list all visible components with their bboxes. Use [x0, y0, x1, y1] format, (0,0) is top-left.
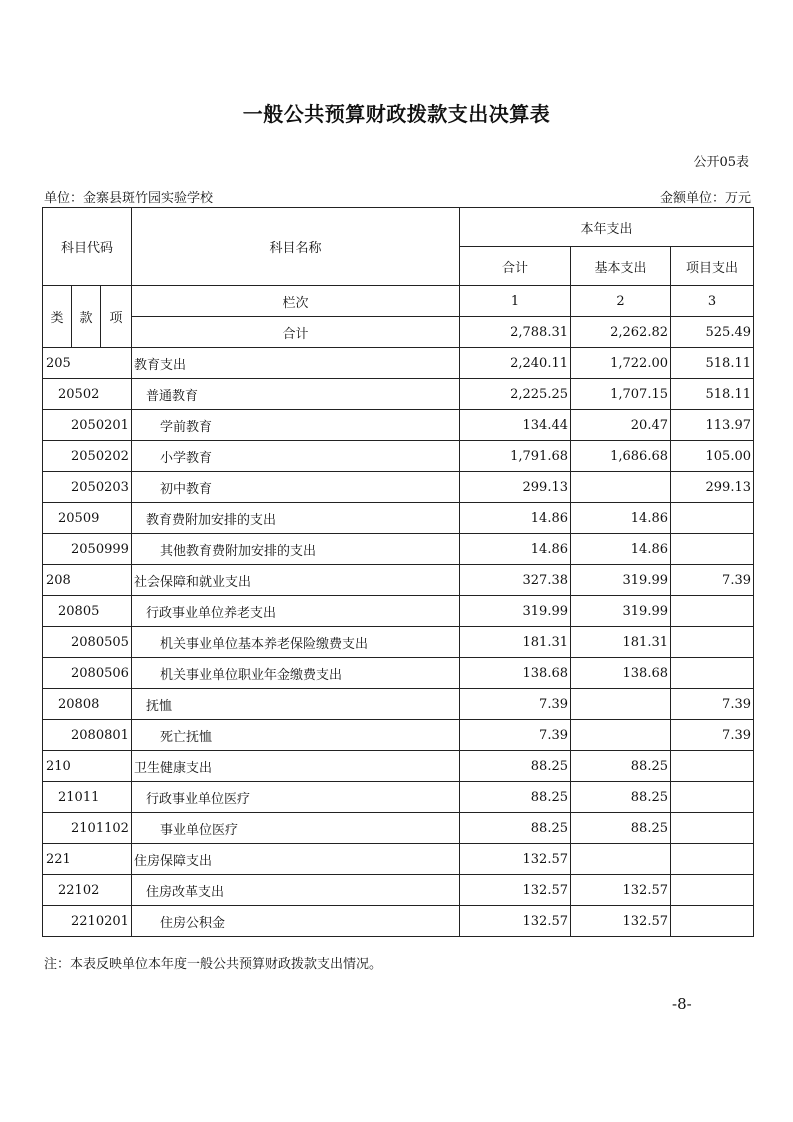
table-row — [43, 844, 754, 875]
row-basic — [571, 720, 671, 751]
table-row — [43, 348, 754, 379]
unit-name: 单位：金寨县斑竹园实验学校 — [44, 191, 214, 206]
row-basic: 1,686.68 — [571, 441, 671, 472]
row-project — [671, 627, 754, 658]
sum-project: 525.49 — [671, 317, 754, 348]
row-basic: 319.99 — [571, 565, 671, 596]
row-project — [671, 813, 754, 844]
row-project — [671, 844, 754, 875]
row-name: 社会保障和就业支出 — [132, 565, 460, 596]
row-basic — [571, 472, 671, 503]
table-row — [43, 410, 754, 441]
row-total: 319.99 — [460, 596, 571, 627]
row-name: 其他教育费附加安排的支出 — [132, 534, 460, 565]
row-project: 7.39 — [671, 689, 754, 720]
row-basic: 14.86 — [571, 534, 671, 565]
row-code: 2080801 — [43, 720, 132, 751]
row-basic: 88.25 — [571, 782, 671, 813]
row-basic: 88.25 — [571, 813, 671, 844]
header-name: 科目名称 — [132, 208, 460, 286]
row-code: 2050201 — [43, 410, 132, 441]
sum-label: 合计 — [132, 317, 460, 348]
row-basic: 1,722.00 — [571, 348, 671, 379]
header-basic: 基本支出 — [571, 247, 671, 286]
row-code: 2080506 — [43, 658, 132, 689]
row-project: 299.13 — [671, 472, 754, 503]
table-note: 注：本表反映单位本年度一般公共预算财政拨款支出情况。 — [44, 957, 383, 972]
row-name: 初中教育 — [132, 472, 460, 503]
row-project — [671, 596, 754, 627]
row-project — [671, 658, 754, 689]
table-row — [43, 565, 754, 596]
table-row — [43, 379, 754, 410]
row-total: 2,225.25 — [460, 379, 571, 410]
row-total: 134.44 — [460, 410, 571, 441]
row-code: 20509 — [43, 503, 132, 534]
row-total: 88.25 — [460, 813, 571, 844]
header-this-year: 本年支出 — [460, 208, 754, 247]
row-total: 14.86 — [460, 503, 571, 534]
header-total: 合计 — [460, 247, 571, 286]
column-number-2: 2 — [571, 286, 671, 317]
row-project: 113.97 — [671, 410, 754, 441]
row-code: 2080505 — [43, 627, 132, 658]
row-basic: 1,707.15 — [571, 379, 671, 410]
form-number: 公开05表 — [693, 155, 749, 170]
row-total: 7.39 — [460, 720, 571, 751]
row-total: 132.57 — [460, 875, 571, 906]
row-total: 88.25 — [460, 751, 571, 782]
table-row — [43, 906, 754, 937]
column-number-3: 3 — [671, 286, 754, 317]
header-kuan: 款 — [72, 286, 101, 348]
row-name: 卫生健康支出 — [132, 751, 460, 782]
row-name: 住房改革支出 — [132, 875, 460, 906]
row-basic: 14.86 — [571, 503, 671, 534]
expenditure-table — [42, 207, 754, 937]
row-name: 教育支出 — [132, 348, 460, 379]
row-code: 20502 — [43, 379, 132, 410]
table-row — [43, 441, 754, 472]
row-project: 518.11 — [671, 348, 754, 379]
header-xiang: 项 — [101, 286, 132, 348]
row-code: 20805 — [43, 596, 132, 627]
row-total: 132.57 — [460, 906, 571, 937]
row-code: 2210201 — [43, 906, 132, 937]
row-total: 327.38 — [460, 565, 571, 596]
row-basic: 181.31 — [571, 627, 671, 658]
row-project: 7.39 — [671, 720, 754, 751]
row-total: 1,791.68 — [460, 441, 571, 472]
row-total: 7.39 — [460, 689, 571, 720]
row-name: 住房公积金 — [132, 906, 460, 937]
table-row — [43, 534, 754, 565]
row-name: 小学教育 — [132, 441, 460, 472]
row-code: 210 — [43, 751, 132, 782]
row-code: 221 — [43, 844, 132, 875]
sum-basic: 2,262.82 — [571, 317, 671, 348]
amount-unit: 金额单位：万元 — [659, 191, 751, 206]
table-row — [43, 503, 754, 534]
table-row — [43, 689, 754, 720]
row-project — [671, 534, 754, 565]
row-name: 普通教育 — [132, 379, 460, 410]
table-row — [43, 658, 754, 689]
row-total: 181.31 — [460, 627, 571, 658]
row-project: 7.39 — [671, 565, 754, 596]
table-row — [43, 875, 754, 906]
row-name: 学前教育 — [132, 410, 460, 441]
row-code: 208 — [43, 565, 132, 596]
row-total: 2,240.11 — [460, 348, 571, 379]
sum-row — [43, 317, 754, 348]
row-code: 2050203 — [43, 472, 132, 503]
row-name: 教育费附加安排的支出 — [132, 503, 460, 534]
row-basic: 138.68 — [571, 658, 671, 689]
row-project — [671, 503, 754, 534]
row-project — [671, 782, 754, 813]
row-name: 住房保障支出 — [132, 844, 460, 875]
row-basic — [571, 844, 671, 875]
row-project: 518.11 — [671, 379, 754, 410]
column-number-1: 1 — [460, 286, 571, 317]
row-basic: 132.57 — [571, 906, 671, 937]
header-lei: 类 — [43, 286, 72, 348]
row-total: 138.68 — [460, 658, 571, 689]
row-basic: 88.25 — [571, 751, 671, 782]
header-code: 科目代码 — [43, 208, 132, 286]
table-row — [43, 720, 754, 751]
row-project: 105.00 — [671, 441, 754, 472]
page-title: 一般公共预算财政拨款支出决算表 — [242, 102, 551, 126]
row-code: 20808 — [43, 689, 132, 720]
row-project — [671, 906, 754, 937]
header-project: 项目支出 — [671, 247, 754, 286]
page-number: -8- — [672, 995, 692, 1013]
row-total: 299.13 — [460, 472, 571, 503]
row-project — [671, 751, 754, 782]
table-row — [43, 472, 754, 503]
sum-total: 2,788.31 — [460, 317, 571, 348]
column-order-label: 栏次 — [132, 286, 460, 317]
row-code: 2050202 — [43, 441, 132, 472]
table-row — [43, 782, 754, 813]
table-row — [43, 813, 754, 844]
row-basic: 20.47 — [571, 410, 671, 441]
row-name: 机关事业单位职业年金缴费支出 — [132, 658, 460, 689]
row-name: 抚恤 — [132, 689, 460, 720]
row-code: 22102 — [43, 875, 132, 906]
row-total: 132.57 — [460, 844, 571, 875]
row-name: 行政事业单位医疗 — [132, 782, 460, 813]
row-code: 21011 — [43, 782, 132, 813]
row-code: 2050999 — [43, 534, 132, 565]
row-total: 88.25 — [460, 782, 571, 813]
row-name: 机关事业单位基本养老保险缴费支出 — [132, 627, 460, 658]
table-row — [43, 596, 754, 627]
row-name: 事业单位医疗 — [132, 813, 460, 844]
row-basic — [571, 689, 671, 720]
header-row-1 — [43, 208, 754, 247]
row-code: 205 — [43, 348, 132, 379]
row-basic: 132.57 — [571, 875, 671, 906]
row-name: 行政事业单位养老支出 — [132, 596, 460, 627]
table-row — [43, 751, 754, 782]
row-total: 14.86 — [460, 534, 571, 565]
row-basic: 319.99 — [571, 596, 671, 627]
table-row — [43, 627, 754, 658]
column-order-row — [43, 286, 754, 317]
row-code: 2101102 — [43, 813, 132, 844]
row-project — [671, 875, 754, 906]
row-name: 死亡抚恤 — [132, 720, 460, 751]
